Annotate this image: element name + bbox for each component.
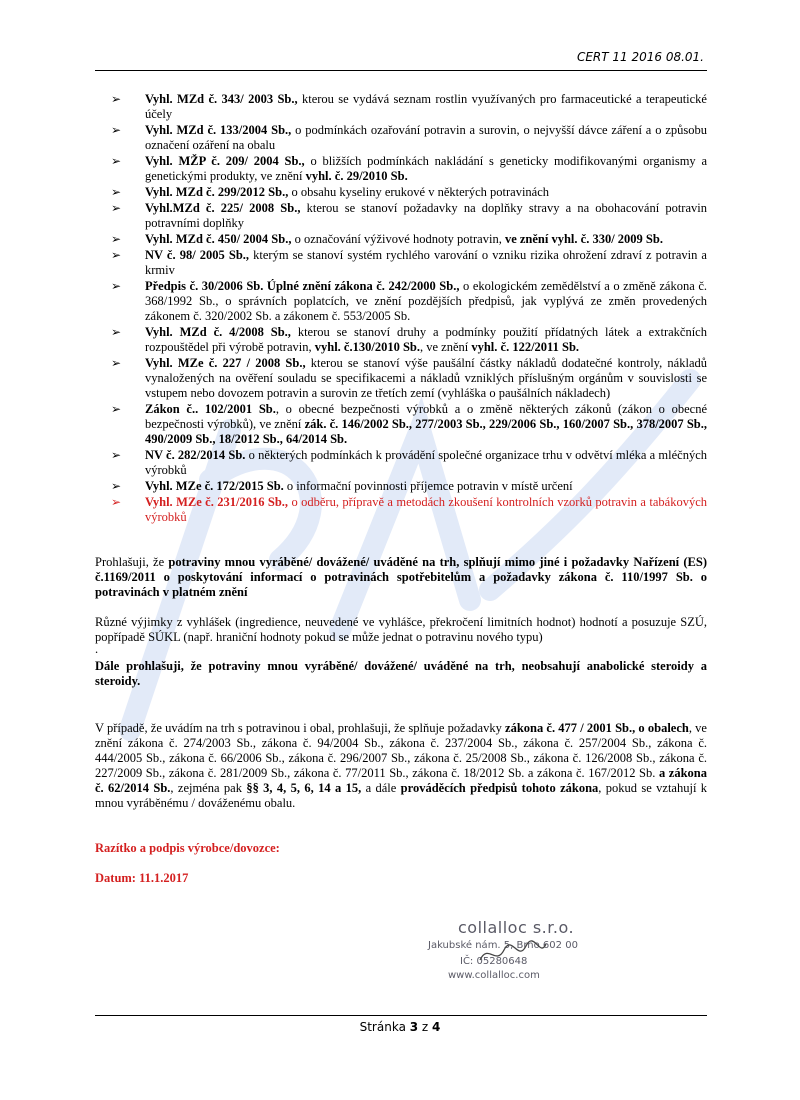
bold-text: zák. č. 146/2002 Sb., 277/2003 Sb., 229/2006 Sb., 160/2007 Sb., 378/2007 Sb., 490/2009 Sb., 18/2012 Sb., 64/2014 Sb. xyxy=(145,417,707,446)
text-segment: a dále xyxy=(361,781,401,795)
text-segment: , o obecné bezpečnosti výrobků a o změně některých zákonů (zákon o obecné bezpečnosti výrobků), ve znění xyxy=(145,402,707,431)
bold-text: zákona č. 477 / 2001 Sb., o obalech xyxy=(505,721,689,735)
bold-text: Vyhl. MZd č. 133/2004 Sb., xyxy=(145,123,292,137)
bold-text: Vyhl. MZe č. 227 / 2008 Sb., xyxy=(145,356,306,370)
arrowhead-bullet-icon: ➢ xyxy=(111,154,122,168)
arrowhead-bullet-icon: ➢ xyxy=(111,248,122,262)
text-segment: , zejména pak xyxy=(170,781,247,795)
text-segment: kterou se stanoví výše paušální částky nákladů dodatečné kontroly, nákladů vynaložených na ověření souladu se specifikacemi a nákladů vzniklých příslušným orgánům v souvislosti se vstupem nebo dovozem potravin a surovin ze třetích zemí (vyhláška o paušálních nákladech) xyxy=(145,356,707,400)
current-page: 3 xyxy=(409,1020,419,1034)
stamp-company-name: collalloc s.r.o. xyxy=(458,918,575,937)
footer-divider xyxy=(95,1015,707,1016)
stamp-ic: IČ: 05280648 xyxy=(460,956,528,967)
handwritten-signature-icon xyxy=(478,938,548,968)
arrowhead-bullet-icon: ➢ xyxy=(111,402,122,416)
bold-text: prováděcích předpisů tohoto zákona xyxy=(400,781,599,795)
text-segment: , pokud se vztahují k mnou vyráběnému / dováženému obalu. xyxy=(95,781,708,810)
total-pages: 4 xyxy=(432,1020,441,1034)
text-segment: kterou se vydává seznam rostlin využívaných pro farmaceutické a terapeutické účely xyxy=(145,92,707,121)
text-segment: o podmínkách ozařování potravin a surovin, o nejvyšší dávce záření a o způsobu označení ozáření na obalu xyxy=(145,123,707,152)
bold-text: Vyhl. MZd č. 450/ 2004 Sb., xyxy=(145,232,292,246)
bold-text: potraviny mnou vyráběné/ dovážené/ uváděné na trh, splňují mimo jiné i požadavky Nařízení (ES) č.1169/2011 o poskytování informací o potravinách spotřebitelům a požadavky zákona č. 110/1997 Sb. o potravinách v platném znění xyxy=(95,555,707,599)
bold-text: ve znění vyhl. č. 330/ 2009 Sb. xyxy=(504,232,663,246)
law-list-item xyxy=(95,495,707,525)
stray-dot: . xyxy=(95,642,99,656)
text-segment: kterou se stanoví požadavky na doplňky stravy a na obohacování potravin potravními doplňky xyxy=(145,201,707,230)
law-list-item xyxy=(95,123,707,153)
arrowhead-bullet-icon: ➢ xyxy=(111,495,122,509)
signature-label: Razítko a podpis výrobce/dovozce: xyxy=(95,841,280,855)
date-label: Datum: 11.1.2017 xyxy=(95,871,189,885)
packaging-declaration xyxy=(95,721,707,811)
bold-text: vyhl. č. 29/2010 Sb. xyxy=(305,169,408,183)
law-list-item xyxy=(95,448,707,478)
bold-text: NV č. 98/ 2005 Sb., xyxy=(145,248,250,262)
law-list-item xyxy=(95,201,707,231)
bold-text: vyhl. č. 122/2011 Sb. xyxy=(471,340,580,354)
arrowhead-bullet-icon: ➢ xyxy=(111,123,122,137)
header-divider xyxy=(95,70,707,71)
law-list-item xyxy=(95,402,707,447)
bold-text: Vyhl. MZd č. 4/2008 Sb., xyxy=(145,325,291,339)
text-segment: o ekologickém zemědělství a o změně zákona č. 368/1992 Sb., o správních poplatcích, ve znění pozdějších předpisů, jak vyplývá ze změn provedených zákonem č. 320/2002 Sb. a zákonem č. 553/2005 Sb. xyxy=(145,279,707,323)
text-segment: o odběru, přípravě a metodách zkoušení kontrolních vzorků potravin a tabákových výrobků xyxy=(145,495,707,524)
text-segment: kterou se stanoví druhy a podmínky použití přídatných látek a extrakčních rozpouštědel při výrobě potravin, xyxy=(145,325,707,354)
law-list-item xyxy=(95,248,707,278)
document-reference: CERT 11 2016 08.01. xyxy=(576,50,704,64)
text-segment: o obsahu kyseliny erukové v některých potravinách xyxy=(288,185,550,199)
arrowhead-bullet-icon: ➢ xyxy=(111,479,122,493)
text-segment: kterým se stanoví systém rychlého varování o vzniku rizika ohrožení zdraví z potravin a krmiv xyxy=(145,248,707,277)
law-list-item xyxy=(95,356,707,401)
declaration-food-info xyxy=(95,555,707,600)
bold-text: a zákona č. 62/2014 Sb. xyxy=(95,766,707,795)
arrowhead-bullet-icon: ➢ xyxy=(111,185,122,199)
text-segment: , ve znění zákona č. 274/2003 Sb., zákona č. 94/2004 Sb., zákona č. 237/2004 Sb., zákona č. 257/2004 Sb., zákona č. 444/2005 Sb., zákona č. 66/2006 Sb., zákona č. 296/2007 Sb., zákona č. 25/2008 Sb., zákona č. 126/2008 Sb., zákona č. 227/2009 Sb., zákona č. 281/2009 Sb., zákona č. 77/2011 Sb., zákona č. 18/2012 Sb. a zákona č. 167/2012 Sb. xyxy=(95,721,707,780)
bold-text: Vyhl. MZe č. 172/2015 Sb. xyxy=(145,479,284,493)
law-list-item xyxy=(95,479,707,494)
law-list-item xyxy=(95,279,707,324)
bold-text: NV č. 282/2014 Sb. xyxy=(145,448,246,462)
bold-text: Vyhl. MZd č. 343/ 2003 Sb., xyxy=(145,92,298,106)
arrowhead-bullet-icon: ➢ xyxy=(111,448,122,462)
bold-text: Zákon č.. 102/2001 Sb. xyxy=(145,402,276,416)
arrowhead-bullet-icon: ➢ xyxy=(111,92,122,106)
page-number: Stránka 3 z 4 xyxy=(359,1020,441,1034)
stamp-address: Jakubské nám. 5, Brno 602 00 xyxy=(428,940,578,951)
bold-text: Vyhl. MZd č. 299/2012 Sb., xyxy=(145,185,289,199)
arrowhead-bullet-icon: ➢ xyxy=(111,201,122,215)
law-list-item xyxy=(95,154,707,184)
text-segment: V případě, že uvádím na trh s potravinou i obal, prohlašuji, že splňuje požadavky xyxy=(95,721,506,735)
company-stamp xyxy=(418,918,603,990)
bold-text: vyhl. č.130/2010 Sb. xyxy=(314,340,420,354)
law-list-item xyxy=(95,185,707,200)
law-list-item xyxy=(95,325,707,355)
text-segment: o označování výživové hodnoty potravin, xyxy=(291,232,505,246)
exceptions-note: Různé výjimky z vyhlášek (ingredience, neuvedené ve vyhlášce, překročení limitních hodnot) hodnotí a posuzuje SZÚ, popřípadě SÚKL (např. hraniční hodnoty pokud se může jednat o potravinu nového typu) xyxy=(95,615,707,644)
bold-text: §§ 3, 4, 5, 6, 14 a 15, xyxy=(246,781,362,795)
text-segment: o informační povinnosti příjemce potravin v místě určení xyxy=(283,479,573,493)
text-segment: , ve znění xyxy=(419,340,472,354)
arrowhead-bullet-icon: ➢ xyxy=(111,279,122,293)
arrowhead-bullet-icon: ➢ xyxy=(111,232,122,246)
law-list-item xyxy=(95,92,707,122)
bold-text: Vyhl.MZd č. 225/ 2008 Sb., xyxy=(145,201,301,215)
text-segment: Prohlašuji, že xyxy=(95,555,169,569)
bold-text: Vyhl. MZe č. 231/2016 Sb., xyxy=(145,495,289,509)
text-segment: o bližších podmínkách nakládání s geneticky modifikovanými organismy a genetickými produkty, ve znění xyxy=(145,154,707,183)
page-content xyxy=(95,92,707,886)
arrowhead-bullet-icon: ➢ xyxy=(111,325,122,339)
law-list-item xyxy=(95,232,707,247)
text-segment: o některých podmínkách k provádění společné organizace trhu v odvětví mléka a mléčných výrobků xyxy=(145,448,707,477)
bold-text: Vyhl. MŽP č. 209/ 2004 Sb., xyxy=(145,154,305,168)
bold-text: Předpis č. 30/2006 Sb. Úplné znění zákona č. 242/2000 Sb., xyxy=(145,279,460,293)
law-list xyxy=(95,92,707,525)
declaration-steroids: Dále prohlašuji, že potraviny mnou vyráběné/ dovážené/ uváděné na trh, neobsahují anabolické steroidy a steroidy. xyxy=(95,659,707,688)
stamp-web: www.collalloc.com xyxy=(448,970,540,981)
arrowhead-bullet-icon: ➢ xyxy=(111,356,122,370)
